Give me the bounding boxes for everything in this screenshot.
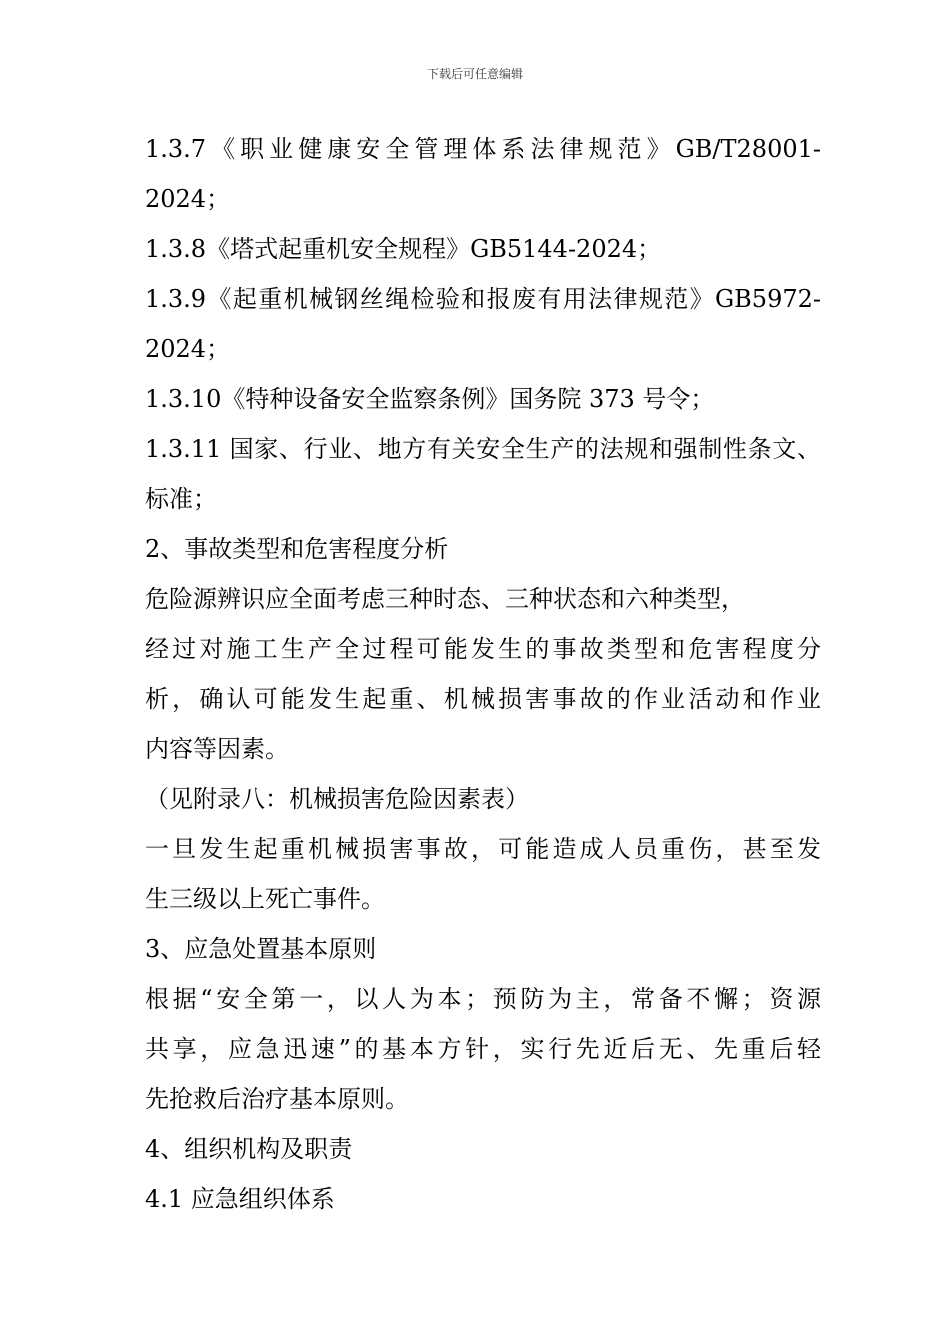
text-line: 1.3.7《职业健康安全管理体系法律规范》GB/T28001- <box>145 135 821 163</box>
text-line: 1.3.11 国家、行业、地方有关安全生产的法规和强制性条文、 <box>145 435 821 463</box>
section-heading: 3、应急处置基本原则 <box>145 935 377 963</box>
text-line: 经过对施工生产全过程可能发生的事故类型和危害程度分 <box>145 635 821 663</box>
section-heading: 2、事故类型和危害程度分析 <box>145 535 449 563</box>
text-line: （见附录八：机械损害危险因素表） <box>145 785 529 813</box>
text-line: 2024； <box>145 185 231 213</box>
section-heading: 4、组织机构及职责 <box>145 1135 353 1163</box>
text-line: 根据“安全第一，以人为本；预防为主，常备不懈；资源 <box>145 985 821 1013</box>
text-line: 标准； <box>145 485 217 513</box>
text-line: 先抢救后治疗基本原则。 <box>145 1085 409 1113</box>
text-line: 1.3.10《特种设备安全监察条例》国务院 373 号令； <box>145 385 715 413</box>
text-line: 2024； <box>145 335 231 363</box>
text-line: 1.3.9《起重机械钢丝绳检验和报废有用法律规范》GB5972- <box>145 285 821 313</box>
text-line: 生三级以上死亡事件。 <box>145 885 385 913</box>
text-line: 内容等因素。 <box>145 735 289 763</box>
subsection-heading: 4.1 应急组织体系 <box>145 1185 335 1213</box>
text-line: 共享，应急迅速”的基本方针，实行先近后无、先重后轻 <box>145 1035 821 1063</box>
text-line: 危险源辨识应全面考虑三种时态、三种状态和六种类型， <box>145 585 745 613</box>
text-line: 一旦发生起重机械损害事故，可能造成人员重伤，甚至发 <box>145 835 821 863</box>
page-header-note: 下载后可任意编辑 <box>426 67 523 81</box>
text-line: 1.3.8《塔式起重机安全规程》GB5144-2024； <box>145 235 662 263</box>
document-body <box>145 124 821 1224</box>
text-line: 析，确认可能发生起重、机械损害事故的作业活动和作业 <box>145 685 821 713</box>
